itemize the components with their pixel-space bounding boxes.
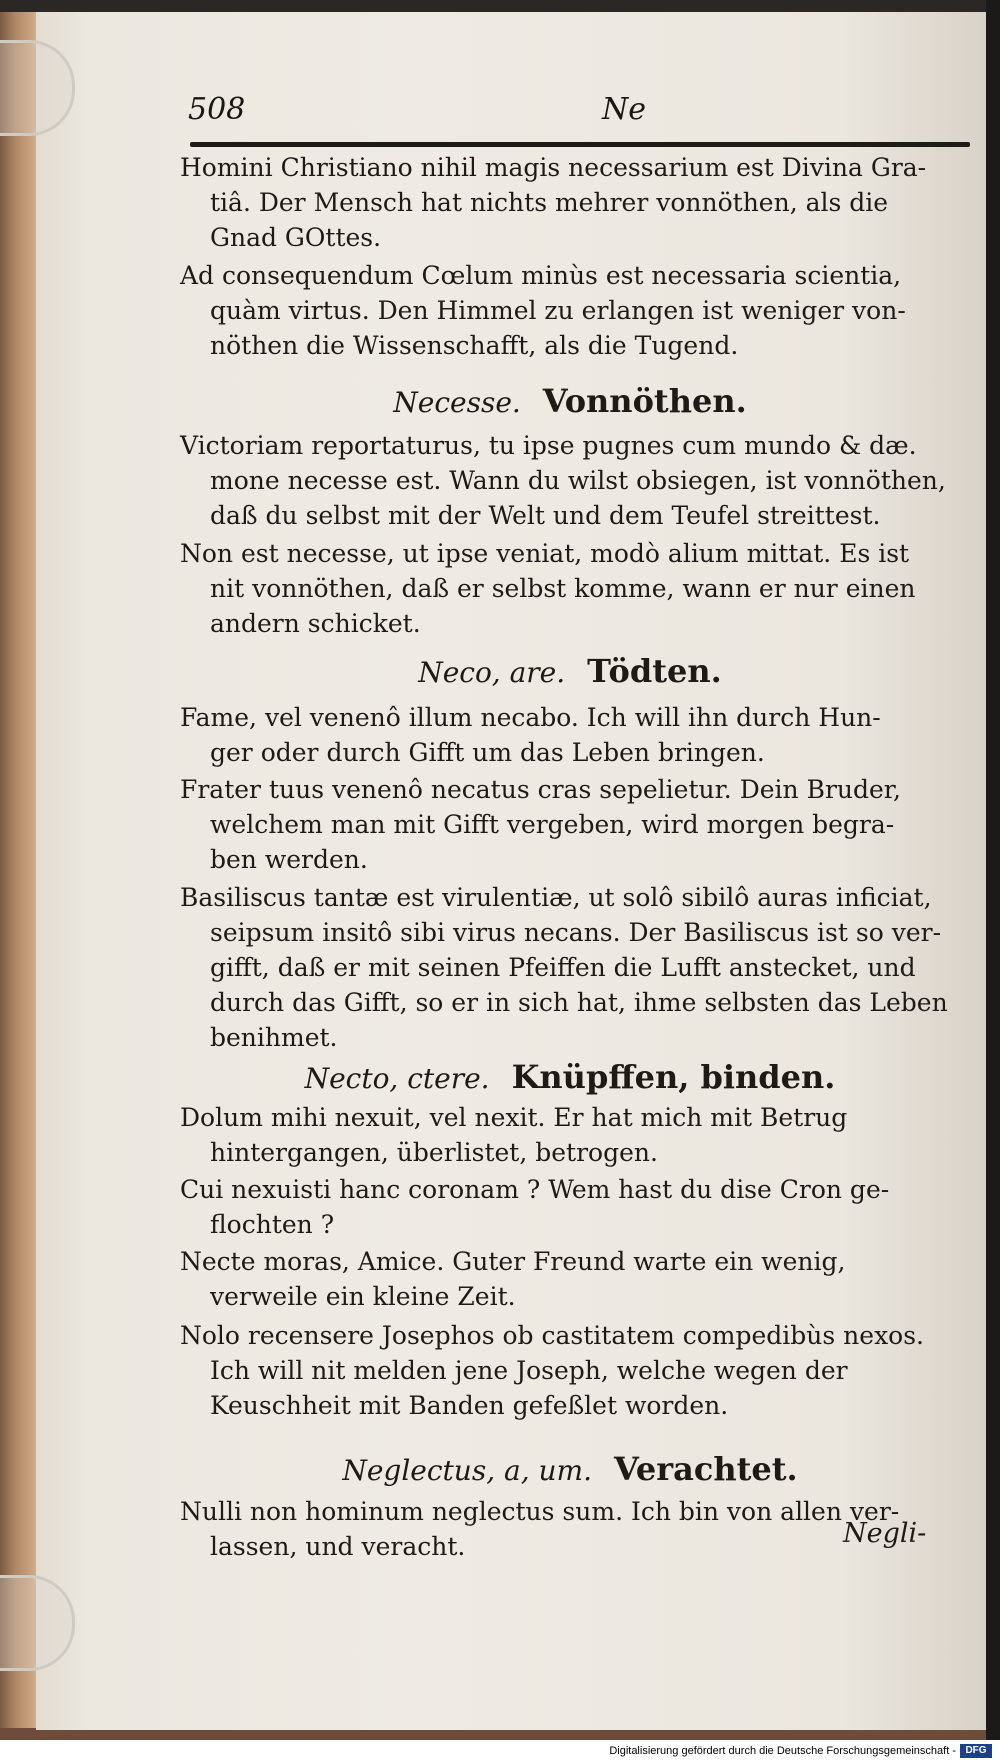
heading-latin: Necesse. [393, 386, 521, 419]
entry-line: nöthen die Wissenschafft, als die Tugend. [210, 331, 739, 360]
entry-line: Basiliscus tantæ est virulentiæ, ut solô sibilô auras inficiat, [180, 883, 932, 912]
entry-heading [180, 1058, 960, 1096]
right-border [986, 0, 1000, 1740]
heading-latin: Neco, are. [418, 656, 566, 689]
dictionary-entry [180, 1172, 980, 1242]
entry-heading [180, 652, 960, 690]
entry-line: Gnad GOttes. [210, 223, 382, 252]
dictionary-entry [180, 1100, 980, 1170]
entry-line: Nulli non hominum neglectus sum. Ich bin von allen ver- [180, 1497, 900, 1526]
entry-line: seipsum insitô sibi virus necans. Der Basiliscus ist so ver- [210, 918, 942, 947]
entry-line: Fame, vel venenô illum necabo. Ich will ihn durch Hun- [180, 703, 881, 732]
entry-line: Ich will nit melden jene Joseph, welche wegen der [210, 1356, 848, 1385]
dictionary-entry [180, 428, 980, 533]
entry-line: Nolo recensere Josephos ob castitatem compedibùs nexos. [180, 1321, 924, 1350]
entry-line: gifft, daß er mit seinen Pfeiffen die Lufft anstecket, und [210, 953, 916, 982]
heading-german: Verachtet. [613, 1450, 798, 1488]
entry-line: Dolum mihi nexuit, vel nexit. Er hat mich mit Betrug [180, 1103, 848, 1132]
entry-line: lassen, und veracht. [210, 1532, 466, 1561]
entry-line: daß du selbst mit der Welt und dem Teufel streittest. [210, 501, 881, 530]
entry-line: Cui nexuisti hanc coronam ? Wem hast du dise Cron ge- [180, 1175, 890, 1204]
entry-line: nit vonnöthen, daß er selbst komme, wann er nur einen [210, 574, 916, 603]
entry-line: tiâ. Der Mensch hat nichts mehrer vonnöthen, als die [210, 188, 889, 217]
dictionary-entry [180, 700, 980, 770]
entry-line: Necte moras, Amice. Guter Freund warte ein wenig, [180, 1247, 846, 1276]
dictionary-entry [180, 258, 980, 363]
catchword: Negli- [843, 1518, 927, 1549]
heading-latin: Necto, ctere. [304, 1062, 490, 1095]
dfg-logo: DFG [960, 1744, 992, 1758]
entry-line: Homini Christiano nihil magis necessarium est Divina Gra- [180, 153, 927, 182]
entry-line: Ad consequendum Cœlum minùs est necessaria scientia, [180, 261, 902, 290]
entry-line: verweile ein kleine Zeit. [210, 1282, 516, 1311]
entry-line: Keuschheit mit Banden gefeßlet worden. [210, 1391, 729, 1420]
dictionary-entry [180, 150, 980, 255]
entry-line: flochten ? [210, 1210, 335, 1239]
heading-german: Tödten. [587, 652, 722, 690]
entry-line: hintergangen, überlistet, betrogen. [210, 1138, 658, 1167]
dictionary-entry [180, 772, 980, 877]
entry-line: Victoriam reportaturus, tu ipse pugnes cum mundo & dæ. [180, 431, 917, 460]
dictionary-entry [180, 1318, 980, 1423]
heading-latin: Neglectus, a, um. [342, 1454, 592, 1487]
entry-line: Non est necesse, ut ipse veniat, modò alium mittat. Es ist [180, 539, 910, 568]
heading-german: Knüpffen, binden. [511, 1058, 836, 1096]
header-rule [190, 142, 970, 147]
running-header: Ne [602, 92, 647, 127]
entry-heading [180, 1450, 960, 1488]
entry-line: mone necesse est. Wann du wilst obsiegen, ist vonnöthen, [210, 466, 946, 495]
dictionary-entry [180, 536, 980, 641]
entry-line: andern schicket. [210, 609, 421, 638]
entry-line: benihmet. [210, 1023, 338, 1052]
entry-line: durch das Gifft, so er in sich hat, ihme selbsten das Leben [210, 988, 948, 1017]
footer-credit: Digitalisierung gefördert durch die Deutsche Forschungsgemeinschaft - [609, 1745, 956, 1757]
entry-line: welchem man mit Gifft vergeben, wird morgen begra- [210, 810, 895, 839]
entry-line: ger oder durch Gifft um das Leben bringen. [210, 738, 765, 767]
entry-line: quàm virtus. Den Himmel zu erlangen ist weniger von- [210, 296, 906, 325]
dictionary-entry [180, 880, 980, 1055]
page-number: 508 [188, 92, 246, 127]
dictionary-entry [180, 1244, 980, 1314]
entry-heading [180, 382, 960, 420]
entry-line: Frater tuus venenô necatus cras sepelietur. Dein Bruder, [180, 775, 901, 804]
heading-german: Vonnöthen. [542, 382, 747, 420]
entry-line: ben werden. [210, 845, 368, 874]
